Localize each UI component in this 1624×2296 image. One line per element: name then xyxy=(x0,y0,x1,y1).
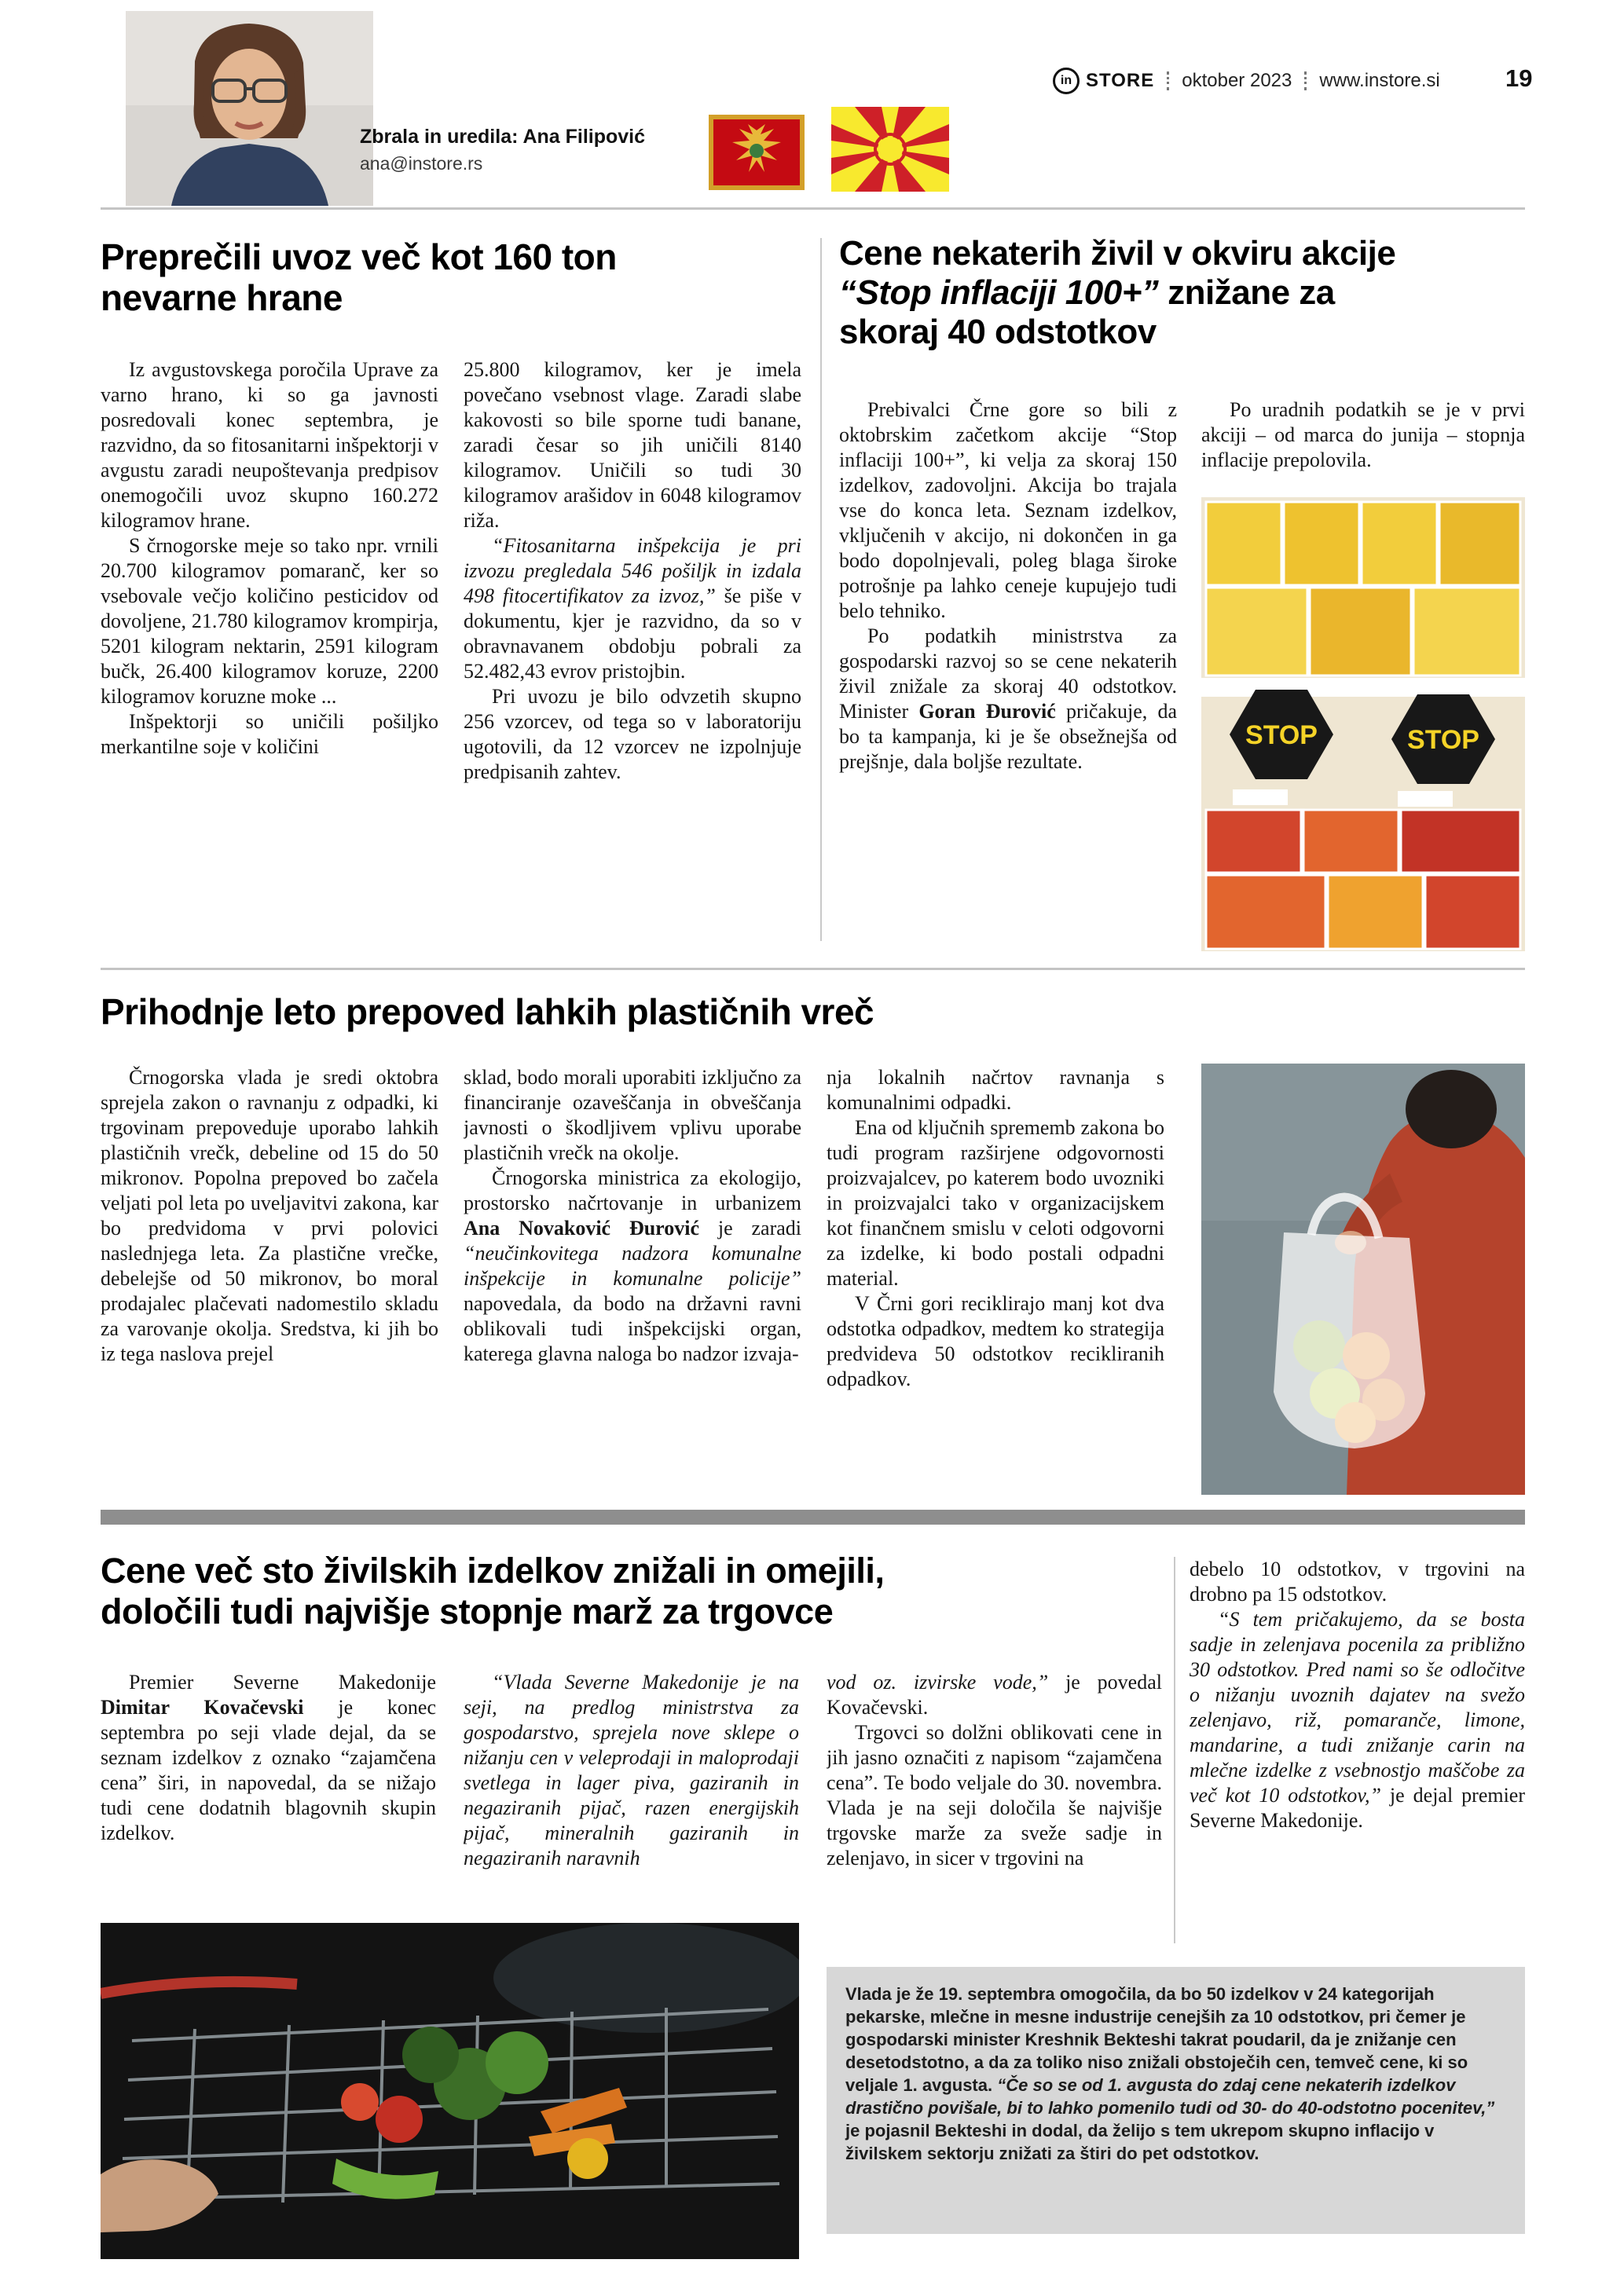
text-run: Trgovci so dolžni oblikovati cene in jih jasno označiti z napisom “zajamčena cena”. Te bodo veljale do 30. novembra. Vlada je na seji določila še najvišje trgovske marže za sveže sadje in zelenjavo, in sicer v trgovini na xyxy=(827,1721,1162,1869)
text-run: debelo 10 odstotkov, v trgovini na drobno pa 15 odstotkov. xyxy=(1190,1558,1525,1606)
title-line: skoraj 40 odstotkov xyxy=(839,313,1157,351)
title-line: Prihodnje leto prepoved lahkih plastičnih vreč xyxy=(101,991,874,1032)
column-divider xyxy=(820,238,822,941)
article-bags-column-1 xyxy=(101,1065,438,1496)
paragraph xyxy=(464,1065,801,1166)
stop-inflation-products-image xyxy=(1201,497,1525,951)
text-run: nja lokalnih načrtov ravnanja s komunalnimi odpadki. xyxy=(827,1066,1164,1114)
article-stop-column-1 xyxy=(839,397,1177,947)
title-italic-part: “Stop inflaciji 100+” xyxy=(839,273,1159,312)
text-run: je povedal Kovačevski. xyxy=(827,1671,1162,1719)
text-run: Dimitar Kovačevski xyxy=(101,1696,304,1719)
title-line: določili tudi najvišje stopnje marž za trgovce xyxy=(101,1591,834,1631)
paragraph xyxy=(827,1065,1164,1115)
grocery-cart-photo xyxy=(101,1923,799,2259)
paragraph xyxy=(464,357,801,533)
text-run: Ena od ključnih sprememb zakona bo tudi program razširjene odgovornosti proizvajalcev, po katerem bodo uvozniki in proizvajalci tako v organizacijskem kot finančnem smislu v celoti odgovorni za izdelke, ki bodo postali odpadni material. xyxy=(827,1116,1164,1290)
text-run: S črnogorske meje so tako npr. vrnili 20.700 kilogramov pomaranč, ker so vsebovale večjo količino pesticidov od dovoljene, 21.780 kilogramov krompirja, 5201 kilogram nektarin, 2591 kilogram bučk, 26.400 kilogramov koruze, 2200 kilogramov koruzne moke ... xyxy=(101,534,438,708)
plastic-bag-image xyxy=(1201,1064,1525,1495)
paragraph xyxy=(827,1720,1162,1871)
article-stop-title xyxy=(839,234,1527,352)
article-import-title xyxy=(101,236,801,318)
text-run: Črnogorska ministrica za ekologijo, prostorsko načrtovanje in urbanizem xyxy=(464,1166,801,1214)
article-prices-title xyxy=(101,1551,1169,1632)
text-run: je pojasnil Bekteshi in dodal, da želijo s tem ukrepom skupno inflacijo v živilskem sektorju znižati za štiri do pet odstotkov. xyxy=(845,2121,1435,2163)
title-line: nevarne hrane xyxy=(101,277,343,318)
text-run: je dejal premier Severne Makedonije. xyxy=(1190,1784,1525,1832)
text-run: Kreshnik Bekteshi xyxy=(1025,2030,1176,2049)
title-rest-part: znižane za xyxy=(1158,273,1335,312)
editor-credit xyxy=(360,126,645,174)
stop-inflation-products-photo xyxy=(1201,497,1525,951)
article-prices-column-2 xyxy=(464,1670,799,1921)
article-stop-column-2 xyxy=(1201,397,1525,496)
page-number: 19 xyxy=(1505,64,1533,92)
article-prices-column-1 xyxy=(101,1670,436,1913)
text-run: V Črni gori reciklirajo manj kot dva odstotka odpadkov, medtem ko strategija predvideva 50 odstotkov recikliranih odpadkov. xyxy=(827,1292,1164,1390)
paragraph xyxy=(1201,397,1525,473)
text-run: Ana Novaković Đurović xyxy=(464,1217,700,1240)
text-run: vod oz. izvirske vode,” xyxy=(827,1671,1049,1694)
text-run: je zaradi xyxy=(699,1217,801,1240)
text-run: “Če so se od 1. avgusta do zdaj cene nekaterih izdelkov drastično povišale, bi to lahko pomenilo tudi od 30- do 40-odstotno pocenitev,” xyxy=(845,2075,1495,2118)
article-import-column-2 xyxy=(464,357,801,943)
text-run: 25.800 kilogramov, ker je imela povečano vsebnost vlage. Zaradi slabe kakovosti so bile sporne tudi banane, zaradi česar so jih uničili 8140 kilogramov. Uničili so tudi 30 kilogramov arašidov in 6048 kilogramov riža. xyxy=(464,358,801,532)
text-run: “S tem pričakujemo, da se bosta sadje in zelenjava pocenila za približno 30 odstotkov. Pred nami so še odločitve o nižanju uvoznih dajatev na svežo zelenjavo, riž, pomaranče, limone, mandarine, a tudi znižanje carin na mlečne izdelke z vsebnostjo maščobe za več kot 10 odstotkov,” xyxy=(1190,1608,1525,1807)
column-divider xyxy=(1174,1557,1175,1943)
separator xyxy=(1304,71,1307,90)
article-import-column-1 xyxy=(101,357,438,943)
paragraph xyxy=(1190,1557,1525,1607)
paragraph xyxy=(464,1670,799,1871)
paragraph xyxy=(839,397,1177,624)
text-run: Iz avgustovskega poročila Uprave za varno hrano, ki so ga javnosti posredovali konec septembra, je razvidno, da so fitosanitarni inšpektorji v avgustu zaradi neupoštevanja predpisov onemogočili uvoz skupno 160.272 kilogramov hrane. xyxy=(101,358,438,532)
text-run: napovedala, da bodo na državni ravni oblikovali tudi inšpekcijski organ, katerega glavna naloga bo nadzor izvaja- xyxy=(464,1292,801,1365)
stop-badge-label: STOP xyxy=(1245,720,1318,750)
credit-email: ana@instore.rs xyxy=(360,153,483,174)
flag-north-macedonia-image xyxy=(831,107,949,192)
site-url: www.instore.si xyxy=(1319,70,1440,91)
paragraph xyxy=(464,684,801,785)
article-prices-column-3 xyxy=(827,1670,1162,1961)
separator xyxy=(1167,71,1169,90)
section-bar xyxy=(101,1510,1525,1525)
stop-badge-label: STOP xyxy=(1407,725,1479,755)
credit-line: Zbrala in uredila: Ana Filipović xyxy=(360,126,646,148)
title-line: Cene nekaterih živil v okviru akcije xyxy=(839,234,1396,273)
paragraph xyxy=(101,709,438,760)
paragraph xyxy=(101,533,438,709)
paragraph xyxy=(827,1291,1164,1392)
masthead-issue-info xyxy=(1053,68,1440,94)
text-run: Inšpektorji so uničili pošiljko merkantilne soje v količini xyxy=(101,710,438,758)
text-run: Po uradnih podatkih se je v prvi akciji – od marca do junija – stopnja inflacije prepolovila. xyxy=(1201,398,1525,471)
text-run: “Vlada Severne Makedonije je na seji, na predlog ministrstva za gospodarstvo, sprejela nove sklepe o nižanju cen v veleprodaji in maloprodaji svetlega in lager piva, gaziranih in negaziranih pijač, razen energijskih pijač, mineralnih gaziranih in negaziranih naravnih xyxy=(464,1671,799,1869)
text-run: Po podatkih ministrstva za gospodarski razvoj so se cene nekaterih živil znižale za skoraj 40 odstotkov. Minister xyxy=(839,624,1177,723)
editor-photo-image xyxy=(126,11,373,206)
text-run: pričakuje, da bo ta kampanja, ki je še obsežnejša od prejšnje, dala boljše rezultate. xyxy=(839,700,1177,773)
paragraph xyxy=(101,357,438,533)
article-bags-column-3 xyxy=(827,1065,1164,1496)
article-bags-title xyxy=(101,991,1185,1032)
issue-date: oktober 2023 xyxy=(1182,70,1292,91)
text-run: takrat poudaril, da je znižanje cen desetodstotno, a da za toliko niso znižali obstoječih cen, temveč cene, ki so veljale 1. avgusta. xyxy=(845,2030,1468,2095)
instore-logo-icon: in xyxy=(1053,68,1080,94)
title-line xyxy=(839,273,1527,313)
title-line: Cene več sto živilskih izdelkov znižali in omejili, xyxy=(101,1551,885,1591)
text-run: Premier Severne Makedonije xyxy=(129,1671,436,1694)
highlight-box xyxy=(827,1967,1525,2234)
paragraph xyxy=(827,1115,1164,1291)
header-rule xyxy=(101,207,1525,210)
text-run: še piše v dokumentu, kjer je razvidno, da so v obravnavanem obdobju pobrali za 52.482,43 evrov pristojbin. xyxy=(464,584,801,683)
brand-name: STORE xyxy=(1086,70,1155,91)
text-run: “Fitosanitarna inšpekcija je pri izvozu pregledala 546 pošiljk in izdala 498 fitocertifikatov za izvoz,” xyxy=(464,534,801,607)
paragraph xyxy=(464,533,801,684)
text-run: je konec septembra po seji vlade dejal, da se seznam izdelkov z oznako “zajamčena cena” širi, in napovedal, da se nižajo tudi cene dodatnih blagovnih skupin izdelkov. xyxy=(101,1696,436,1844)
article-bags-column-2 xyxy=(464,1065,801,1496)
text-run: Pri uvozu je bilo odvzetih skupno 256 vzorcev, od tega so v laboratoriju ugotovili, da 12 vzorcev ne izpolnjuje predpisanih zahtev. xyxy=(464,685,801,783)
text-run: sklad, bodo morali uporabiti izključno za financiranje ozaveščanja in obveščanja javnosti o škodljivem vplivu uporabe plastičnih vrečk na okolje. xyxy=(464,1066,801,1164)
paragraph xyxy=(1190,1607,1525,1833)
text-run: Prebivalci Črne gore so bili z oktobrskim začetkom akcije “Stop inflaciji 100+”, ki velja za skoraj 150 izdelkov, zadovoljni. Akcija bo trajala vse do konca leta. Seznam izdelkov, vključenih v akcijo, ni dokončen in ga bodo dopolnjevali, poleg blaga široke potrošnje pa lahko ceneje kupujejo tudi belo tehniko. xyxy=(839,398,1177,622)
text-run: Goran Đurović xyxy=(918,700,1056,723)
flag-north-macedonia xyxy=(831,107,949,192)
flag-montenegro xyxy=(709,115,805,190)
paragraph xyxy=(101,1065,438,1367)
article-prices-column-4 xyxy=(1190,1557,1525,1961)
paragraph xyxy=(839,624,1177,774)
text-run: Vlada je že 19. septembra omogočila, da bo 50 izdelkov v 24 kategorijah pekarske, mlečne in mesne industrije cenejših za 10 odstotkov, pri čemer je gospodarski minister xyxy=(845,1984,1466,2049)
flag-montenegro-image xyxy=(709,115,805,190)
paragraph xyxy=(101,1670,436,1846)
paragraph xyxy=(827,1670,1162,1720)
editor-photo xyxy=(126,11,373,206)
text-run: Črnogorska vlada je sredi oktobra sprejela zakon o ravnanju z odpadki, ki trgovinam prepoveduje uporabo lahkih plastičnih vrečk, debeline od 15 do 50 mikronov. Popolna prepoved bo začela veljati pol leta po uveljavitvi zakona, kar bo predvidoma v prvi polovici naslednjega leta. Za plastične vrečke, debelejše od 50 mikronov, bo moral prodajalec plačevati nadomestilo skladu za varovanje okolja. Sredstva, ki jih bo iz tega naslova prejel xyxy=(101,1066,438,1365)
section-divider xyxy=(101,968,1525,970)
text-run: “neučinkovitega nadzora komunalne inšpekcije in komunalne policije” xyxy=(464,1242,801,1290)
paragraph xyxy=(464,1166,801,1367)
paragraph xyxy=(845,1983,1506,2165)
plastic-bag-photo xyxy=(1201,1064,1525,1495)
title-line: Preprečili uvoz več kot 160 ton xyxy=(101,236,617,277)
grocery-cart-image xyxy=(101,1923,799,2259)
